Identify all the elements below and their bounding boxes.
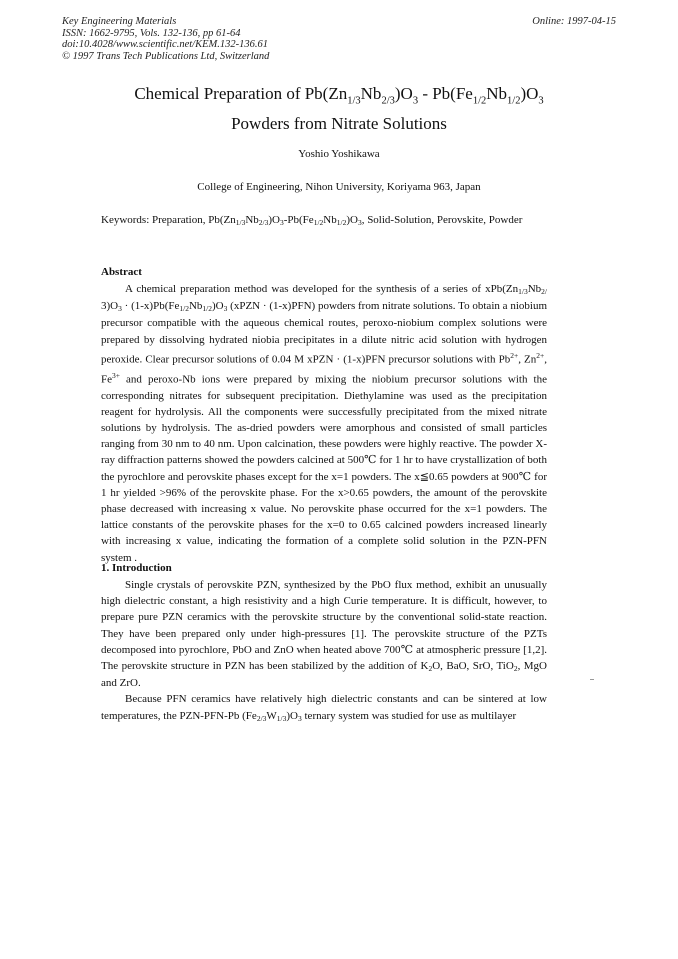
journal-name: Key Engineering Materials <box>62 16 177 27</box>
title-line-1: Chemical Preparation of $Pb(Zn_{1/3}Nb_{2/3})O_3 - Pb(Fe_{1/2}Nb_{1/2})O_3$ <box>134 84 544 107</box>
keywords-line: Keywords: Preparation, $Pb(Zn_{1/3}Nb_{2/3})O_3-Pb(Fe_{1/2}Nb_{1/2})O_3$, Solid-Solution, Perovskite, Powder <box>101 214 523 227</box>
journal-header <box>62 16 269 62</box>
intro-paragraph-2: Because PFN ceramics have relatively high dielectric constants and can be sintered at low temperatures, the PZN-PFN-Pb $(Fe_{2/3}W_{1/3})O_3$ ternary system was studied for use as multilayer <box>101 693 547 723</box>
intro-paragraph-1: Single crystals of perovskite PZN, synthesized by the PbO flux method, exhibit an unusually high dielectric constant, a high resistivity and a high Curie temperature. It is difficult, however, to prepare pure PZN ceramics with the perovskite structure by the conventional solid-state reaction. They have been prepared only under high-pressures [1]. The perovskite structure of the PZTs decomposed into pyrochlore, PbO and ZnO when heated above 700℃ at atmospheric pressure [1,2]. The perovskite structure in PZN has been stabilized by the addition of $K_2O$, BaO, SrO, TiO$_2$, MgO and ZrO. <box>101 579 547 690</box>
title-line-2: Powders from Nitrate Solutions <box>231 114 447 134</box>
margin-mark <box>590 679 594 680</box>
abstract-body <box>101 281 547 566</box>
online-date: Online: 1997-04-15 <box>532 16 616 27</box>
abstract-heading: Abstract <box>101 266 142 278</box>
affiliation: College of Engineering, Nihon University, Koriyama 963, Japan <box>197 181 481 193</box>
issn-line: ISSN: 1662-9795, Vols. 132-136, pp 61-64 <box>62 27 241 39</box>
introduction-body <box>101 577 547 725</box>
paper-title <box>0 82 678 135</box>
author-name: Yoshio Yoshikawa <box>298 148 380 160</box>
introduction-heading: 1. Introduction <box>101 562 172 574</box>
copyright-line: © 1997 Trans Tech Publications Ltd, Switzerland <box>62 50 270 62</box>
doi-line[interactable]: doi:10.4028/www.scientific.net/KEM.132-136.61 <box>62 39 268 50</box>
abstract-paragraph: A chemical preparation method was developed for the synthesis of a series of $xPb(Zn_{1/3}Nb_{2/}$ $3)O_3 \cdot (1-x)Pb(Fe_{1/2}Nb_{1/2})O_3$ (xPZN · (1-x)PFN) powders from nitrate solutions. To obtain a niobium precursor compatible with the aqueous chemical routes, peroxo-niobium complex solutions were prepared by dissolving hydrated niobia precipitates in a dilute nitric acid solution with hydrogen peroxide. Clear precursor solutions of 0.04 M xPZN · (1-x)PFN precursor solutions with $Pb^{2+}$, $Zn^{2+}$, $Fe^{3+}$ and peroxo-Nb ions were prepared by mixing the niobium precursor solutions with the corresponding nitrates for subsequent precipitation. Diethylamine was used as the precipitation reagent for hydrolysis. All the components were successfully precipitated from the mixed nitrate solutions by hydrolysis. The as-dried powders were amorphous and consisted of small particles ranging from 30 nm to 40 nm. Upon calcination, these powders were highly reactive. The powder X-ray diffraction patterns showed the powders calcined at 500℃ for 1 hr to have crystallization of both the pyrochlore and perovskite phases except for the x=1 powders. The x≦0.65 powders at 900℃ for 1 hr yielded >96% of the perovskite phase. For the x>0.65 powders, the amount of the perovskite phase decreased with increasing x value. No perovskite phase occurred for the x=1 powders. The lattice constants of the perovskite phases for the x=0 to 0.65 calcined powders increased linearly with increasing x value, indicating the formation of a complete solid solution in the PZN-PFN system . <box>101 283 548 564</box>
